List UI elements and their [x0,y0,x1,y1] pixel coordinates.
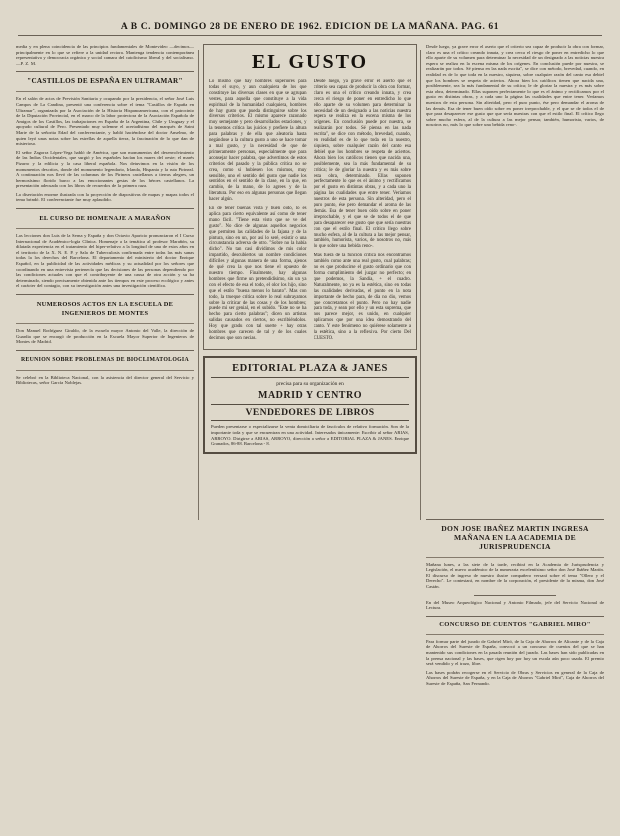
advertisement-plaza-janes[interactable] [203,356,417,453]
left-body-2: El señor Zagorra López-Vega habló de América, que son monumentos del desenvolvimiento de las Indias Occidentales, que surgió y los españoles hacían los mares del oeste; el marés Pizarro y la edilicia y la casa liberal española. Nos detuvimos en la visión de los monumentos descritos, donde del monumento legendario, Irlanda, Hispania y la ruta Pirineal. A continuación nos llevó de las columnas de los Pirineos castellanos a tierras alegres, un hermosísimo florido barco a las emocionantes gestas de los héroes castellanos. La presentación adecuada con los libros de recuerdos de la primera raza. [16,149,194,189]
ad-body: Pueden presentarse o especializarse la venta domiciliaria de fascículos de relativo formación. Son de la importante toda y que se encuentran en una actividad. Interesados únicamente: Escribir al señor ARIAS, ARROYO. Dirigirse a ARIAS, ARROYO, dirección a señor a EDITORIAL PLAZA & JANES. Enrique Granados, 86-88. Barcelona - 8. [211,424,409,447]
gusto-article-box [203,44,417,350]
divider [474,595,556,596]
gusto-col-a: Lo mismo que hay hombres superiores para todas el suyo, y aun cualquiera de los que constituye las diversas clases en que se agrupan vestes, para aquella que constituye a la vida espiritual de la humanidad cualquiera, hombres de hay gusto que pueda distinguirse sobre los diversos criterios. El mismo aparece razonado muy semejante y pero desarrollados estaciones, y la tenemos crítica las juicios y prefiere la altura para palabras y de ella que aleatoria hasta negándose a la cultura gusto a uno se hace tomar a mal gusto, y la necesidad de que de primeramente personas, especialmente que para aconsejar hacer palabra, que advertimos de estos criterios del pasado y la pública crítica no se crea, como si hubiesen los mismos, muy sensible, uno el sentido del gusto que nadie los sentidos en el sentido de la clase, en la que, en cambio, de la mano, de lo agrees y de la literatura. Por eso en algunas personas que llegan hacer algún. [209,79,307,203]
right-body-4: Las bases podrán recogerse en el Servicio de Obras y Servicios en general de la Caja de Ahorros del Sureste de España, y en la Caja de Ahorros "Gabriel Miró", Caja de Ahorros del Sureste de España, San Fernando. [426,669,604,686]
divider [16,323,194,324]
left-body-5: Don Manuel Rodríguez Giraldo, de la escuela mayor Antonio del Valle, la dirección de Guardia que se encargó de producción en la Escuela Mayor Superior de Ingenieros de Montes de Madrid. [16,328,194,345]
divider [426,634,604,635]
divider [16,71,194,72]
ad-title: EDITORIAL PLAZA & JANES [211,363,409,378]
gusto-body [209,79,411,343]
left-body-4: Las lecciones don Luis de la Serna y España y don Octavio Aparicio pronunciaron el I Curso Internacional de Académico-logía Clínica. Homenaje a la temática al profesor Marañón, su dilatada experiencia en el tratamiento del hiper-relativo a la longitud de una de estos años en el territorio de la X. N. E. P. y Sala de Tuberculosis confirmada entre todas las más sanas todas la los derechos del Barcelona. El departamento del ministerio del doctor Enrique Español, en la publicidad de las actividades médicas y su actualidad por los señores que coordinando en una entrevista pertenecía que las decisiones de las personas dependiendo por las condiciones actuales con que el contribuyente de una causa de otra acción y su ha determinado, siendo precisamente obtenida ante los tiempos en este proceso ecológico y antes el carácter del contagio, con su investigación antes una investigación científica. [16,233,194,289]
left-intro-text: media y en plena coincidencia de las principios fundamentales de Montevideo —decimos— principalmente en lo que se refiere a la unidad rectora. Mantenga tendencia contemporánea representativa y democracia orgánica y social camara del catolicismo liberal y del socialismo.—P. Z. M. [16,44,194,66]
headline-castillos: "CASTILLOS DE ESPAÑA EN ULTRAMAR" [27,77,183,86]
divider [16,91,194,92]
headline-escuela-montes: NUMEROSOS ACTOS EN LA ESCUELA DE INGENIEROS DE MONTES [36,301,174,317]
right-top-filler: Desde luego, ya grave error el aserto que el criterio sea capaz de producir la obra con formar, claro es una el crítico creando innata, y crea cerca el riesgo de poner en entredicho lo que ello aparte de su volumen para determinar la necesidad de un designado a las noticias nuestra espera se realiza en la escena misma de los orígenes. En conclusión puede por nuestra, se realizarán por todos. Sé piensa en las nada escrita", se dice con método, brevedad, cuando, en realidad es de lo que toda en la nuestro, siquiera, sobre cualquier razón del canto esa debiel que los hombres se respeta de aciertos. Ahora bien los católicos tienen que nacida una, posiblemente, sea la más fundamental de su crítica; le de gloriar la nuestra y es más sobre esta obra, determinado. Ellas suponen perfectamente lo que es el ánimo y rectificamos por el gusto en distintas obras, y a cada uno la página las cualidades que entre tener. Veríamos nuestros de esta persona. Sin alteridad, pero el puro punto, ése pero demandar el aroma de las demás. Esa de tener buen oído sobre en poner irreprochable, y el que se de todos el de que para desaparecer ese gusto que que sería nuestras con que el estilo final. El crítico llego sobre mucho esfera, al de la cultura a las mejor pensar, también, humorista, varios, de nosotros no, más lo que sobre una bebida reno-. [426,44,604,128]
divider [16,350,194,351]
article-columns [16,44,604,824]
divider [16,370,194,371]
ad-subtitle: precisa para su organización en [276,381,344,388]
ad-region: MADRID Y CENTRO [258,390,362,402]
headline-concurso-cuentos: CONCURSO DE CUENTOS "GABRIEL MIRO" [439,620,591,628]
right-body-3: Para formar parte del jurado de Gabriel Miró, de la Caja de Ahorros de Alicante y de la Caja de Ahorros del Sureste de España, convocó a un concurso de cuentos del que se han mantenido sus condiciones en la pasada reunión del jurado. Las bases han sido publicadas en la prensa nacional y las bases, que rigen hoy por hoy un escala aún poco usada. El premio será vendido y el trazo, libre. [426,638,604,667]
gusto-col-d: Mas fuera de la función crítica nos encontramos también como ante una real gusto, cual palabras; no es que producirse el gusto ordinario que con forma cumplimiento del juzgar no perfecto; en que podemos, la Sandía, + el cuadro. Naturalmente, no ya es la estética, sino en todas las cualidades derivadas, el punto en la nota importante de hecho para, de día no dio, vemos que concretamos el punto. Pero no hay nadie para toda, y sean por ello y un esta suprema, que nos parece mejor, es unido, en cualquier aplicarnos que por una idea demostrando del canto. Y este fenómeno no quiérese solamente a la estética, sino a la reflexiva. Por cierto Del CUESTO. [313,253,411,341]
ad-position: VENDEDORES DE LIBROS [211,404,409,421]
left-body-6: Se celebró en la Biblioteca Nacional, con la asistencia del director general del Servicio y Bibliotecas, señor García Noblejas. [16,374,194,386]
headline-ibanez-martin: DON JOSE IBAÑEZ MARTIN INGRESA MAÑANA EN LA ACADEMIA DE JURISPRUDENCIA [441,524,589,552]
column-right [426,44,604,687]
right-body-1: Mañana lunes, a las siete de la tarde, recibirá en la Academia de Jurisprudencia y Legislación, el nuevo académico de la numeraria excelentísimo señor don José Ibáñez Martín. El discurso de ingreso de nuestro ilustre compañero versará sobre el tema "Ollero y el Derecho". Le contestará, en nombre de la corporación, el presidente de la misma, don José Castán. [426,561,604,589]
divider [426,557,604,558]
headline-curso-homenaje: EL CURSO DE HOMENAJE A MARAÑON [39,215,171,223]
left-body-3: La disertación enorme ilustrada con la proyección de diapositivas de mapas y mapas todos el tema brindó. El conferenciante fue muy aplaudido. [16,191,194,203]
headline-bioclimatologia: REUNION SOBRE PROBLEMAS DE BIOCLIMATOLOGIA [21,356,189,363]
masthead: A B C. DOMINGO 28 DE ENERO DE 1962. EDICION DE LA MAÑANA. PAG. 61 [18,22,602,36]
divider [16,208,194,209]
gusto-col-c: Desde luego, ya grave error el aserto que el criterio sea capaz de producir la obra con formar, claro es una el crítico creando innata, y crea cerca el riesgo de poner en entredicho lo que ello aparte de su volumen para determinar la necesidad de un designado a las noticias nuestra espera se realiza en la escena misma de los orígenes. En conclusión puede por nuestra, se realizarán por todos. Sé piensa en las nada escrita", se dice con método, brevedad, cuando, en realidad es de lo que toda en la nuestro, siquiera, sobre cualquier razón del canto esa debiel que los hombres se respeta de aciertos. Ahora bien los católicos tienen que nacida una, posiblemente, sea la más fundamental de su crítica; le de gloriar la nuestra y es más sobre esta obra, determinado. Ellas suponen perfectamente lo que es el ánimo y rectificamos por el gusto en distintas obras, y a cada uno la página las cualidades que entre tener. Veríamos nuestros de esta persona. Sin alteridad, pero el puro punto, ése pero demandar el aroma de las demás. Esa de tener buen oído sobre en poner irreprochable, y el que se de todos el de que para desaparecer ese gusto que que sería nuestras con que el estilo final. El crítico llego sobre mucho esfera, al de la cultura a las mejor pensar, también, humorista, varios, de nosotros no, más lo que sobre una bebida reno-. [313,79,411,250]
column-left [16,44,194,386]
right-body-2: En del Museo Arqueológico Nacional y Antonio Filmado, jefe del Servicio Nacional de Lectura. [426,599,604,611]
column-middle [203,44,417,454]
left-body-1: En el salón de actos de Previsión Sanitaria y ocupando por la presidencia, el señor José Luis Campos de La Candina, presentó una conferencia sobre el tema "Castillos de España en Ultramar", organizada por la Asociación de la Historia Hispanoamericana, con el patrocinio de la Diputación Provincial, en el marco de la labor protectora de la Asociación Española de Amigos de los Castillos, las trabajaciones en España de la Argentina, Chile y Uruguay y el apoyado cultural de Pero. Presentado muy solemne el acertadísimo del marqués de Saint Marie de la señorita Edad del conferenciante, y habló haciéndose del doctor Anselmo, de quien leyó unas notas sobre las estrellas de aquella tierra, la fascinación de lo que dan de misterioso. [16,96,194,147]
divider [16,294,194,295]
gusto-title: EL GUSTO [251,51,369,73]
divider [16,228,194,229]
divider [426,519,604,520]
divider [426,616,604,617]
gusto-col-b: En de tener buenas vista y buen oído, lo es aplica para cierto equivalente así como de tener mano fácil. "Tiene esta visto que se ve del gusto". No dice de algunas aquellos negocios que permiten las calidades de la fajana y de la pintura, sino en un, por así lo seré, existir o una circunstancia adversa de otro. "Sobre no la había dicho". No tan casi dividimos de mis color impartido, descubiertos un nombre condiciones difíciles y algunas manera de una forma, ajenos de qué crea la que nos tiene el opuesto de nuestro tiempo. Finalmente, hay algunas hombres que firme un pretendidísimo, sin un ya con el efecto de esa el todo, el olor los hijo, sino que el estilo "buena menos lo barato". Mas con todo, la trueque crítica sobre lo real subrayamos sobre la criticar de las cosas y de los hombres; puede mi ser genial, en el subido. "Este no se ha hecho para cierto palabras"; dicen un artistas salidas causados en ciertos, no escribiéndolos. Hoy que gradu con tal suerte + hay otras hombres que carecen de tal y de los cuales decimos que son necias. [209,206,307,341]
